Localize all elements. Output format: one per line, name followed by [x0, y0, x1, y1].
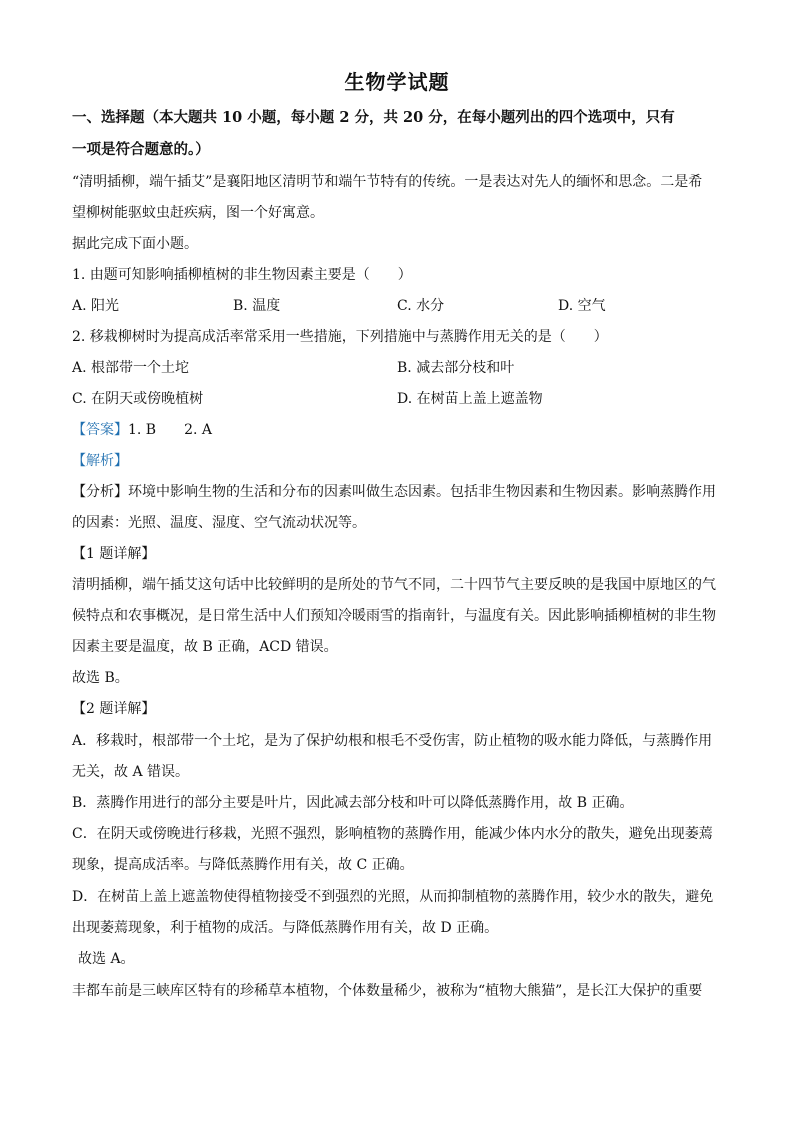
analysis-sub-tag: 【分析】 — [72, 484, 128, 500]
detail-1-text: 清明插柳，端午插艾这句话中比较鲜明的是所处的节气不同，二十四节气主要反映的是我国中原地区的气 — [72, 577, 716, 593]
detail-2-d-cont: 出现萎蔫现象，利于植物的成活。与降低蒸腾作用有关，故 D 正确。 — [72, 920, 499, 936]
analysis-tag: 【解析】 — [72, 453, 128, 469]
q1-option-c: C. 水分 — [397, 298, 445, 314]
page-title: 生物学试题 — [344, 70, 450, 94]
detail-2-c-cont: 现象，提高成活率。与降低蒸腾作用有关，故 C 正确。 — [72, 857, 414, 873]
detail-2-c: C．在阴天或傍晚进行移栽，光照不强烈，影响植物的蒸腾作用，能减少体内水分的散失，避免出现萎蔫 — [72, 826, 713, 842]
stem-paragraph: “清明插柳，端午插艾”是襄阳地区清明节和端午节特有的传统。一是表达对先人的缅怀和思念。二是希 — [72, 174, 703, 190]
detail-1-text-2: 候特点和农事概况，是日常生活中人们预知冷暖雨雪的指南针，与温度有关。因此影响插柳植树的非生物 — [72, 608, 716, 624]
q1-option-b: B. 温度 — [233, 298, 281, 314]
section-heading: 一、选择题（本大题共 10 小题，每小题 2 分，共 20 分，在每小题列出的四个选项中，只有 — [72, 109, 675, 126]
analysis-line — [72, 482, 732, 502]
detail-2-conclusion: 故选 A。 — [78, 951, 135, 967]
q2-option-d: D. 在树苗上盖上遮盖物 — [397, 391, 543, 407]
question-1: 1. 由题可知影响插柳植树的非生物因素主要是（ ） — [72, 267, 412, 283]
detail-2-d: D．在树苗上盖上遮盖物使得植物接受不到强烈的光照，从而抑制植物的蒸腾作用，较少水的散失，避免 — [72, 889, 714, 905]
detail-2-a-cont: 无关，故 A 错误。 — [72, 764, 190, 780]
next-stem: 丰都车前是三峡库区特有的珍稀草本植物，个体数量稀少，被称为“植物大熊猫”，是长江大保护的重要 — [72, 983, 703, 999]
question-2: 2. 移栽柳树时为提高成活率常采用一些措施，下列措施中与蒸腾作用无关的是（ ） — [72, 329, 608, 345]
answer-line — [72, 420, 732, 440]
analysis-text: 环境中影响生物的生活和分布的因素叫做生态因素。包括非生物因素和生物因素。影响蒸腾作用 — [128, 484, 716, 500]
q2-option-a: A. 根部带一个土坨 — [72, 360, 190, 376]
detail-1-conclusion: 故选 B。 — [72, 670, 129, 686]
detail-1-text-3: 因素主要是温度，故 B 正确，ACD 错误。 — [72, 639, 338, 655]
detail-2-b: B．蒸腾作用进行的部分主要是叶片，因此减去部分枝和叶可以降低蒸腾作用，故 B 正确。 — [72, 795, 634, 811]
detail-1-tag: 【1 题详解】 — [72, 546, 156, 562]
stem-paragraph-cont: 望柳树能驱蚊虫赶疾病，图一个好寓意。 — [72, 205, 324, 221]
q2-option-c: C. 在阴天或傍晚植树 — [72, 391, 204, 407]
detail-2-tag: 【2 题详解】 — [72, 701, 156, 717]
detail-2-a: A．移栽时，根部带一个土坨，是为了保护幼根和根毛不受伤害，防止植物的吸水能力降低，与蒸腾作用 — [72, 733, 713, 749]
analysis-text-cont: 的因素：光照、温度、湿度、空气流动状况等。 — [72, 515, 366, 531]
q1-option-d: D. 空气 — [558, 298, 606, 314]
answer-tag: 【答案】 — [72, 422, 128, 438]
answer-text: 1. B 2. A — [128, 422, 213, 438]
q2-option-b: B. 减去部分枝和叶 — [397, 360, 515, 376]
q1-option-a: A. 阳光 — [72, 298, 120, 314]
stem-instruction: 据此完成下面小题。 — [72, 236, 198, 252]
section-heading-cont: 一项是符合题意的。） — [72, 141, 210, 158]
